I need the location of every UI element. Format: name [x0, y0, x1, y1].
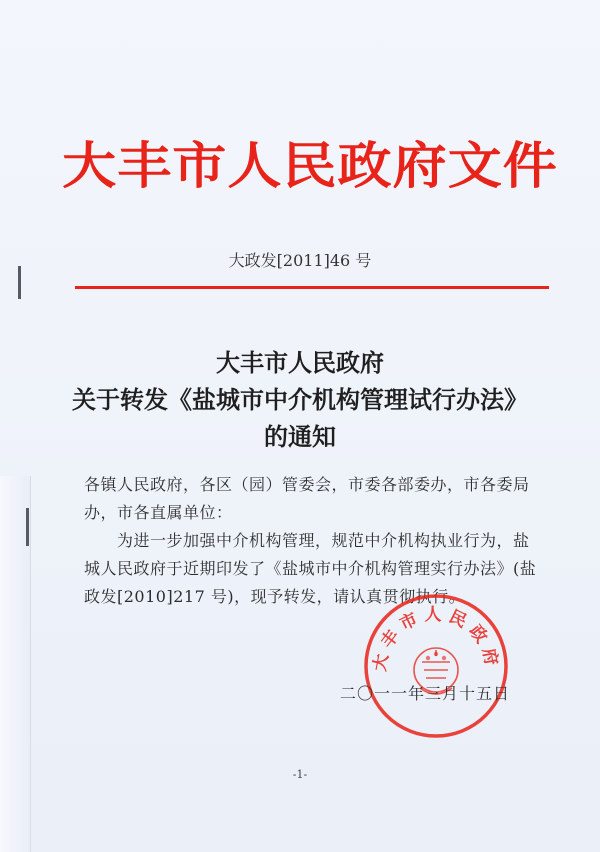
document-header-title: 大丰市人民政府文件: [62, 137, 558, 195]
page-number: -1-: [292, 768, 308, 781]
seal-text: 大丰市人民政府: [369, 605, 503, 673]
official-seal-icon: [362, 592, 510, 740]
document-number: 大政发[2011]46 号: [228, 251, 372, 270]
body-line: 城人民政府于近期印发了《盐城市中介机构管理实行办法》(盐: [84, 559, 537, 578]
notice-title-line-3: 的通知: [264, 422, 336, 451]
notice-title-line-1: 大丰市人民政府: [216, 348, 384, 377]
notice-title-line-2: 关于转发《盐城市中介机构管理试行办法》: [72, 385, 528, 414]
body-line: 各镇人民政府，各区（园）管委会，市委各部委办，市各委局: [84, 475, 530, 494]
red-header-rule: [75, 286, 549, 289]
binding-mark: [26, 508, 29, 546]
issue-date: 二〇一一年三月十五日: [340, 684, 511, 703]
body-line: 办，市各直属单位：: [84, 503, 233, 522]
body-line: 政发[2010]217 号)，现予转发，请认真贯彻执行。: [84, 587, 466, 606]
body-line: 为进一步加强中介机构管理，规范中介机构执业行为，盐: [84, 531, 530, 550]
